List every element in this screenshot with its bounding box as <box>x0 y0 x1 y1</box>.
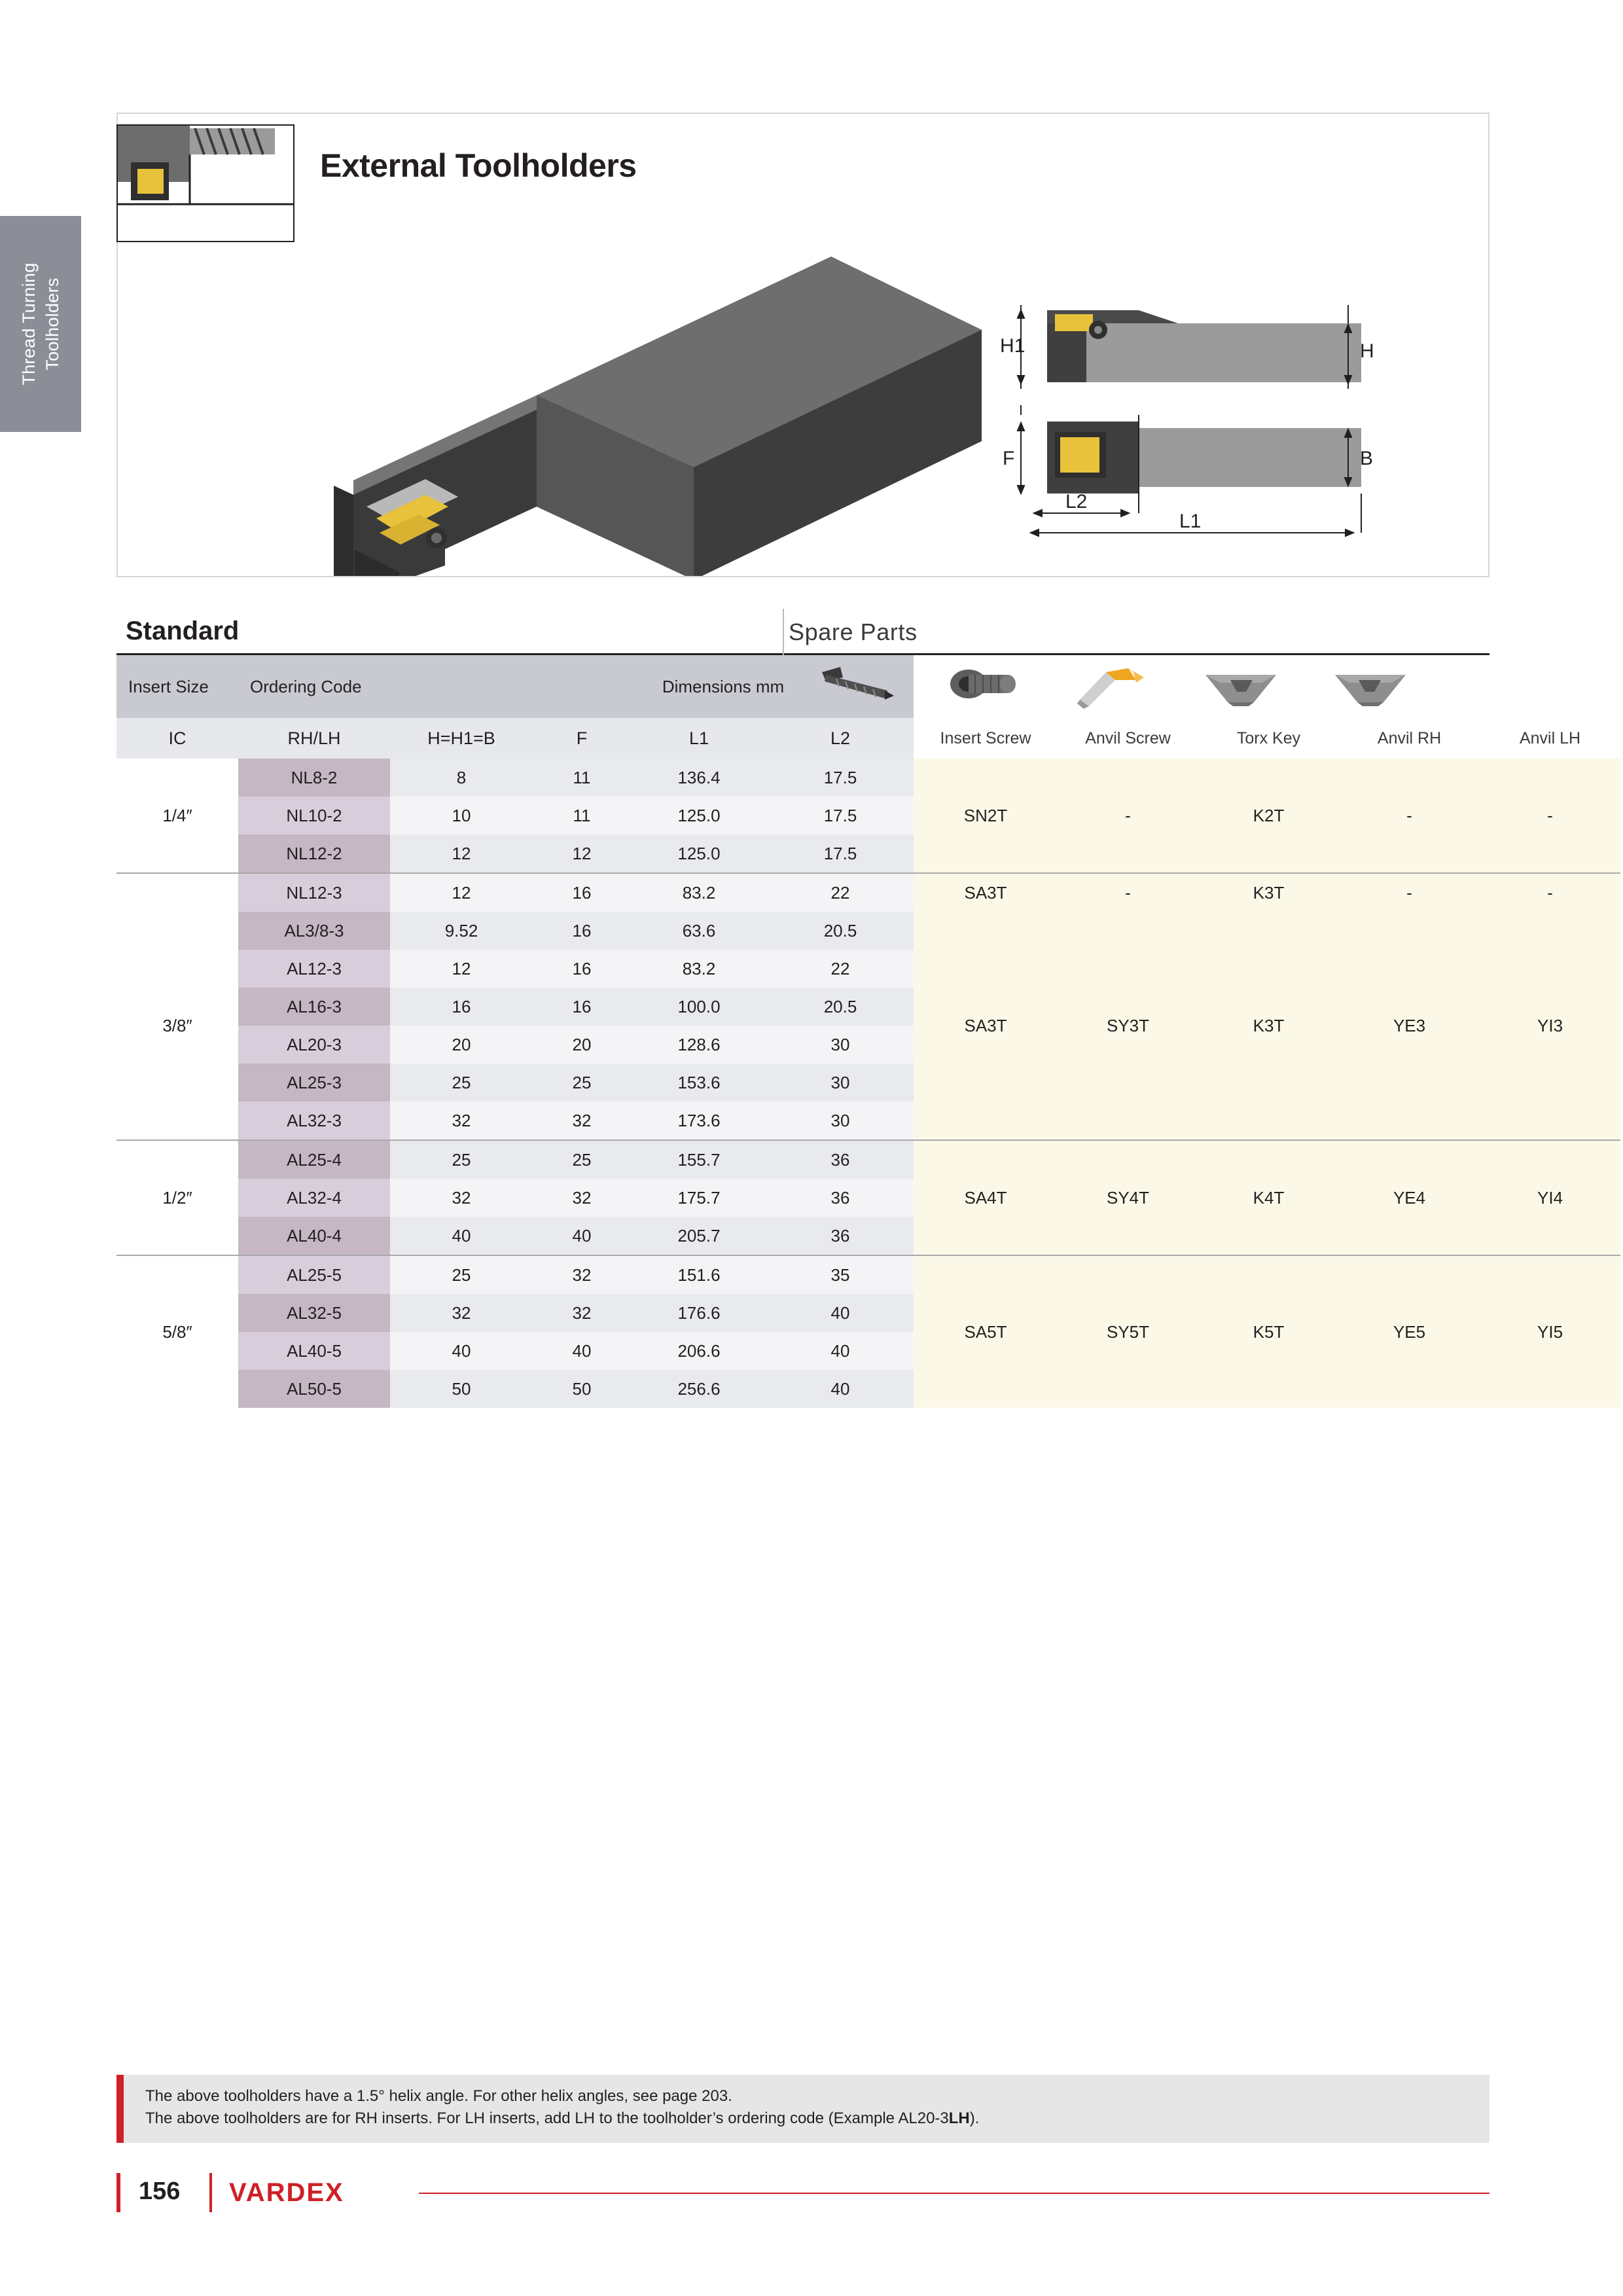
cell-anvil-rh: YE5 <box>1339 1255 1480 1408</box>
th-h: H=H1=B <box>390 718 533 759</box>
cell-code: AL25-5 <box>238 1255 390 1294</box>
spare-parts-heading: Spare Parts <box>789 619 918 645</box>
dimension-label-b: B <box>1360 448 1374 469</box>
cell-anvil-rh: - <box>1339 759 1480 873</box>
cell-torx-key: K5T <box>1198 1255 1339 1408</box>
cell-l2: 30 <box>767 1064 914 1102</box>
cell-l1: 155.7 <box>631 1140 767 1179</box>
cell-anvil-lh: - <box>1480 759 1620 873</box>
cell-f: 32 <box>533 1255 631 1294</box>
table-row <box>116 1255 1620 1294</box>
cell-h: 25 <box>390 1064 533 1102</box>
cell-code: AL20-3 <box>238 1026 390 1064</box>
th-torx-key: Torx Key <box>1198 718 1339 759</box>
cell-torx-key: K4T <box>1198 1140 1339 1255</box>
th-insert-screw: Insert Screw <box>914 718 1058 759</box>
cell-f: 20 <box>533 1026 631 1064</box>
cell-h: 8 <box>390 759 533 797</box>
insert-screw-icon <box>802 660 907 717</box>
footnote-line-2 <box>145 2108 979 2130</box>
table-row <box>116 873 1620 912</box>
standard-heading: Standard <box>126 617 240 645</box>
cell-code: AL50-5 <box>238 1370 390 1408</box>
cell-code: AL40-4 <box>238 1217 390 1255</box>
brand-logo: VARDEX <box>229 2178 344 2207</box>
cell-h: 12 <box>390 873 533 912</box>
cell-f: 11 <box>533 797 631 834</box>
footnote-accent-bar <box>116 2075 124 2143</box>
table-row <box>116 1140 1620 1179</box>
cell-l1: 83.2 <box>631 950 767 988</box>
cell-h: 32 <box>390 1179 533 1217</box>
cell-h: 25 <box>390 1140 533 1179</box>
footnote-line-2-bold: LH <box>948 2109 970 2127</box>
table-row <box>116 759 1620 797</box>
cell-l1: 136.4 <box>631 759 767 797</box>
cell-l2: 17.5 <box>767 834 914 873</box>
cell-code: NL10-2 <box>238 797 390 834</box>
section-tab-label <box>17 262 64 385</box>
anvil-screw-icon <box>935 660 1039 717</box>
cell-f: 16 <box>533 873 631 912</box>
cell-anvil-lh: YI4 <box>1480 1140 1620 1255</box>
th-l1: L1 <box>631 718 767 759</box>
cell-f: 40 <box>533 1217 631 1255</box>
cell-ic <box>116 873 238 912</box>
cell-h: 40 <box>390 1217 533 1255</box>
cell-anvil-lh: YI3 <box>1480 912 1620 1140</box>
cell-anvil-screw: SY4T <box>1058 1140 1198 1255</box>
cell-ic: 1/4″ <box>116 759 238 873</box>
th-f: F <box>533 718 631 759</box>
cell-l2: 22 <box>767 873 914 912</box>
cell-insert-screw: SN2T <box>914 759 1058 873</box>
th-insert-size: Insert Size <box>116 655 238 718</box>
cell-l2: 40 <box>767 1294 914 1332</box>
cell-h: 40 <box>390 1332 533 1370</box>
cell-insert-screw: SA5T <box>914 1255 1058 1408</box>
cell-l2: 30 <box>767 1102 914 1140</box>
torx-key-icon <box>1065 660 1170 717</box>
cell-code: AL16-3 <box>238 988 390 1026</box>
footnote-line-2-post: ). <box>969 2109 980 2127</box>
cell-anvil-screw: SY5T <box>1058 1255 1198 1408</box>
cell-h: 12 <box>390 834 533 873</box>
cell-l1: 175.7 <box>631 1179 767 1217</box>
cell-f: 32 <box>533 1102 631 1140</box>
cell-l2: 30 <box>767 1026 914 1064</box>
cell-f: 12 <box>533 834 631 873</box>
th-anvil-screw: Anvil Screw <box>1058 718 1198 759</box>
section-tab-line2: Toolholders <box>43 278 62 370</box>
cell-l1: 125.0 <box>631 834 767 873</box>
cell-f: 25 <box>533 1140 631 1179</box>
cell-l1: 100.0 <box>631 988 767 1026</box>
cell-l1: 125.0 <box>631 797 767 834</box>
table-row <box>116 912 1620 950</box>
cell-f: 32 <box>533 1179 631 1217</box>
cell-ic: 5/8″ <box>116 1255 238 1408</box>
cell-anvil-rh: YE3 <box>1339 912 1480 1140</box>
cell-anvil-lh: - <box>1480 873 1620 912</box>
cell-anvil-screw: - <box>1058 873 1198 912</box>
cell-h: 12 <box>390 950 533 988</box>
dimension-label-h1: H1 <box>1000 335 1026 357</box>
table-header-row <box>116 718 1620 759</box>
cell-f: 50 <box>533 1370 631 1408</box>
cell-f: 11 <box>533 759 631 797</box>
th-ordering-code: Ordering Code <box>238 655 533 718</box>
anvil-lh-icon <box>1318 660 1423 717</box>
cell-l1: 173.6 <box>631 1102 767 1140</box>
cell-code: AL40-5 <box>238 1332 390 1370</box>
page-number: 156 <box>139 2178 181 2205</box>
toolholder-table <box>116 655 1620 1408</box>
cell-l2: 36 <box>767 1140 914 1179</box>
cell-l1: 176.6 <box>631 1294 767 1332</box>
cell-l2: 20.5 <box>767 912 914 950</box>
cell-code: AL25-4 <box>238 1140 390 1179</box>
cell-anvil-screw: - <box>1058 759 1198 873</box>
cell-h: 9.52 <box>390 912 533 950</box>
cell-h: 25 <box>390 1255 533 1294</box>
cell-code: AL12-3 <box>238 950 390 988</box>
cell-code: NL8-2 <box>238 759 390 797</box>
anvil-rh-icon <box>1188 660 1293 717</box>
th-anvil-lh: Anvil LH <box>1480 718 1620 759</box>
cell-l2: 20.5 <box>767 988 914 1026</box>
th-l2: L2 <box>767 718 914 759</box>
cell-torx-key: K3T <box>1198 873 1339 912</box>
footnote-line-2-pre: The above toolholders are for RH inserts. For LH inserts, add LH to the toolholder’s ordering code (Example AL20-3 <box>145 2109 949 2127</box>
cell-l1: 256.6 <box>631 1370 767 1408</box>
table-body <box>116 759 1620 1408</box>
cell-code: NL12-3 <box>238 873 390 912</box>
cell-l1: 206.6 <box>631 1332 767 1370</box>
cell-f: 32 <box>533 1294 631 1332</box>
cell-h: 16 <box>390 988 533 1026</box>
cell-code: AL32-5 <box>238 1294 390 1332</box>
th-anvil-rh: Anvil RH <box>1339 718 1480 759</box>
cell-f: 16 <box>533 912 631 950</box>
cell-insert-screw: SA3T <box>914 873 1058 912</box>
footnote-line-1: The above toolholders have a 1.5° helix angle. For other helix angles, see page 203. <box>145 2087 732 2105</box>
footer-separator <box>209 2173 212 2212</box>
footer-rule <box>419 2193 1489 2194</box>
th-dimensions: Dimensions mm <box>533 655 914 718</box>
cell-code: AL32-4 <box>238 1179 390 1217</box>
cell-l1: 128.6 <box>631 1026 767 1064</box>
cell-code: AL25-3 <box>238 1064 390 1102</box>
dimension-label-f: F <box>1003 448 1015 469</box>
cell-insert-screw: SA4T <box>914 1140 1058 1255</box>
cell-f: 25 <box>533 1064 631 1102</box>
cell-insert-screw: SA3T <box>914 912 1058 1140</box>
cell-l2: 17.5 <box>767 759 914 797</box>
cell-h: 10 <box>390 797 533 834</box>
spare-parts-icons <box>783 656 1489 719</box>
cell-l1: 153.6 <box>631 1064 767 1102</box>
cell-torx-key: K2T <box>1198 759 1339 873</box>
cell-h: 20 <box>390 1026 533 1064</box>
cell-ic: 3/8″ <box>116 912 238 1140</box>
cell-code: AL3/8-3 <box>238 912 390 950</box>
cell-h: 50 <box>390 1370 533 1408</box>
cell-l2: 36 <box>767 1179 914 1217</box>
section-tab <box>0 216 81 432</box>
cell-l2: 35 <box>767 1255 914 1294</box>
cell-f: 16 <box>533 988 631 1026</box>
footnote-text <box>145 2085 979 2130</box>
cell-f: 40 <box>533 1332 631 1370</box>
cell-l2: 22 <box>767 950 914 988</box>
cell-anvil-rh: - <box>1339 873 1480 912</box>
cell-torx-key: K3T <box>1198 912 1339 1140</box>
cell-anvil-lh: YI5 <box>1480 1255 1620 1408</box>
th-rhlh: RH/LH <box>238 718 390 759</box>
cell-l1: 151.6 <box>631 1255 767 1294</box>
dimension-label-l1: L1 <box>1179 511 1202 532</box>
th-ic: IC <box>116 718 238 759</box>
footer-accent-bar <box>116 2173 120 2212</box>
cell-anvil-screw: SY3T <box>1058 912 1198 1140</box>
cell-code: NL12-2 <box>238 834 390 873</box>
cell-l2: 36 <box>767 1217 914 1255</box>
cell-l1: 205.7 <box>631 1217 767 1255</box>
cell-anvil-rh: YE4 <box>1339 1140 1480 1255</box>
cell-h: 32 <box>390 1102 533 1140</box>
cell-code: AL32-3 <box>238 1102 390 1140</box>
cell-l2: 40 <box>767 1370 914 1408</box>
dimension-label-h: H <box>1360 340 1374 362</box>
cell-ic: 1/2″ <box>116 1140 238 1255</box>
cell-h: 32 <box>390 1294 533 1332</box>
cell-l1: 63.6 <box>631 912 767 950</box>
cell-f: 16 <box>533 950 631 988</box>
cell-l2: 17.5 <box>767 797 914 834</box>
page-title: External Toolholders <box>320 147 637 184</box>
footnote-box <box>116 2075 1489 2143</box>
section-tab-line1: Thread Turning <box>19 262 39 386</box>
dimension-label-l2: L2 <box>1065 491 1088 512</box>
cell-l1: 83.2 <box>631 873 767 912</box>
cell-l2: 40 <box>767 1332 914 1370</box>
thread-turning-icon <box>116 124 294 242</box>
